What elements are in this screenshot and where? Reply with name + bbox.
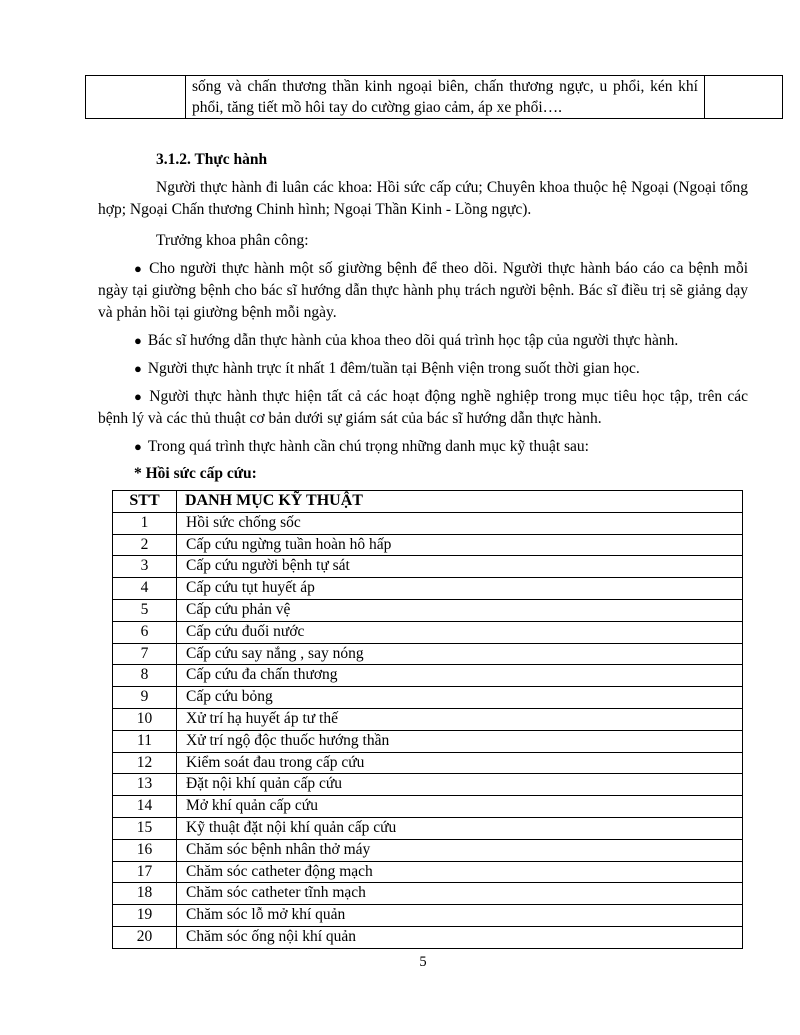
technique-name: Cấp cứu ngừng tuần hoàn hô hấp: [177, 534, 743, 556]
table-row: [113, 534, 743, 556]
technique-name: Đặt nội khí quản cấp cứu: [177, 774, 743, 796]
technique-name: Cấp cứu người bệnh tự sát: [177, 556, 743, 578]
row-number: 4: [113, 578, 177, 600]
table-row: [113, 839, 743, 861]
row-number: 18: [113, 883, 177, 905]
technique-table-body: [113, 512, 743, 948]
technique-name: Hồi sức chống sốc: [177, 512, 743, 534]
bullet-text: Cho người thực hành một số giường bệnh để theo dõi. Người thực hành báo cáo ca bệnh mỗi ngày tại giường bệnh cho bác sĩ hướng dẫn thực hành phụ trách người bệnh. Bác sĩ điều trị sẽ giảng dạy và phản hồi tại giường bệnh mỗi ngày.: [98, 260, 748, 321]
section-content: [98, 149, 748, 485]
table-row: [86, 76, 783, 119]
assignment-lead: Trưởng khoa phân công:: [156, 232, 309, 249]
row-number: 15: [113, 817, 177, 839]
technique-name: Cấp cứu đuối nước: [177, 621, 743, 643]
technique-name: Xử trí ngộ độc thuốc hướng thần: [177, 730, 743, 752]
bullet-text: Bác sĩ hướng dẫn thực hành của khoa theo dõi quá trình học tập của người thực hành.: [147, 332, 679, 349]
technique-name: Cấp cứu bỏng: [177, 687, 743, 709]
table-row: [113, 905, 743, 927]
table-row: [113, 926, 743, 948]
table-row: [113, 599, 743, 621]
table-row: [113, 578, 743, 600]
table-row: [113, 861, 743, 883]
bullet-item: [98, 386, 748, 430]
row-number: 19: [113, 905, 177, 927]
bullet-icon: ●: [134, 333, 142, 348]
row-number: 14: [113, 796, 177, 818]
technique-name: Cấp cứu say nắng , say nóng: [177, 643, 743, 665]
table-row: [113, 817, 743, 839]
row-number: 12: [113, 752, 177, 774]
table-row: [113, 512, 743, 534]
table-row: [113, 665, 743, 687]
table-row: [113, 730, 743, 752]
bullet-icon: ●: [134, 261, 144, 276]
table-row: [113, 752, 743, 774]
technique-name: Mở khí quản cấp cứu: [177, 796, 743, 818]
bullet-icon: ●: [134, 389, 144, 404]
technique-name: Kiểm soát đau trong cấp cứu: [177, 752, 743, 774]
technique-name: Chăm sóc bệnh nhân thở máy: [177, 839, 743, 861]
row-number: 16: [113, 839, 177, 861]
carryover-text-cell: sống và chấn thương thần kinh ngoại biên, chấn thương ngực, u phổi, kén khí phổi, tăng tiết mồ hôi tay do cường giao cảm, áp xe phổi….: [186, 76, 705, 119]
subsection-heading: * Hồi sức cấp cứu:: [134, 465, 257, 482]
table-row: [113, 774, 743, 796]
technique-name: Chăm sóc lỗ mở khí quản: [177, 905, 743, 927]
table-row: [113, 643, 743, 665]
bullet-item: [98, 330, 748, 352]
row-number: 6: [113, 621, 177, 643]
table-row: [113, 621, 743, 643]
row-number: 9: [113, 687, 177, 709]
row-number: 5: [113, 599, 177, 621]
row-number: 11: [113, 730, 177, 752]
technique-name: Cấp cứu tụt huyết áp: [177, 578, 743, 600]
technique-name: Xử trí hạ huyết áp tư thế: [177, 708, 743, 730]
intro-paragraph: Người thực hành đi luân các khoa: Hồi sức cấp cứu; Chuyên khoa thuộc hệ Ngoại (Ngoại tổng hợp; Ngoại Chấn thương Chinh hình; Ngoại Thần Kinh - Lồng ngực).: [98, 179, 748, 218]
technique-name: Chăm sóc catheter tĩnh mạch: [177, 883, 743, 905]
section-heading: 3.1.2. Thực hành: [156, 151, 268, 168]
table-row: [113, 796, 743, 818]
header-stt: STT: [113, 491, 177, 513]
carryover-table: [85, 75, 783, 119]
row-number: 13: [113, 774, 177, 796]
row-number: 2: [113, 534, 177, 556]
row-number: 3: [113, 556, 177, 578]
bullet-icon: ●: [134, 361, 142, 376]
table-row: [113, 687, 743, 709]
technique-name: Kỹ thuật đặt nội khí quản cấp cứu: [177, 817, 743, 839]
table-row: [113, 883, 743, 905]
table-row: [113, 556, 743, 578]
bullet-text: Người thực hành thực hiện tất cả các hoạt động nghề nghiệp trong mục tiêu học tập, trên các bệnh lý và các thủ thuật cơ bản dưới sự giám sát của bác sĩ hướng dẫn thực hành.: [98, 388, 748, 427]
bullet-item: [98, 258, 748, 324]
row-number: 1: [113, 512, 177, 534]
row-number: 17: [113, 861, 177, 883]
row-number: 20: [113, 926, 177, 948]
bullet-text: Người thực hành trực ít nhất 1 đêm/tuần tại Bệnh viện trong suốt thời gian học.: [147, 360, 640, 377]
bullet-icon: ●: [134, 439, 142, 454]
page-number: 5: [419, 953, 427, 970]
bullet-text: Trong quá trình thực hành cần chú trọng những danh mục kỹ thuật sau:: [147, 438, 589, 455]
technique-name: Cấp cứu phản vệ: [177, 599, 743, 621]
header-danh-muc: DANH MỤC KỸ THUẬT: [177, 491, 743, 513]
bullet-item: [98, 358, 748, 380]
technique-name: Chăm sóc ống nội khí quản: [177, 926, 743, 948]
row-number: 10: [113, 708, 177, 730]
carryover-empty-left-cell: [86, 76, 186, 119]
bullet-item: [98, 436, 748, 458]
technique-name: Cấp cứu đa chấn thương: [177, 665, 743, 687]
row-number: 8: [113, 665, 177, 687]
table-header-row: [113, 491, 743, 513]
technique-table: [112, 490, 743, 949]
technique-name: Chăm sóc catheter động mạch: [177, 861, 743, 883]
table-row: [113, 708, 743, 730]
carryover-empty-right-cell: [705, 76, 783, 119]
row-number: 7: [113, 643, 177, 665]
